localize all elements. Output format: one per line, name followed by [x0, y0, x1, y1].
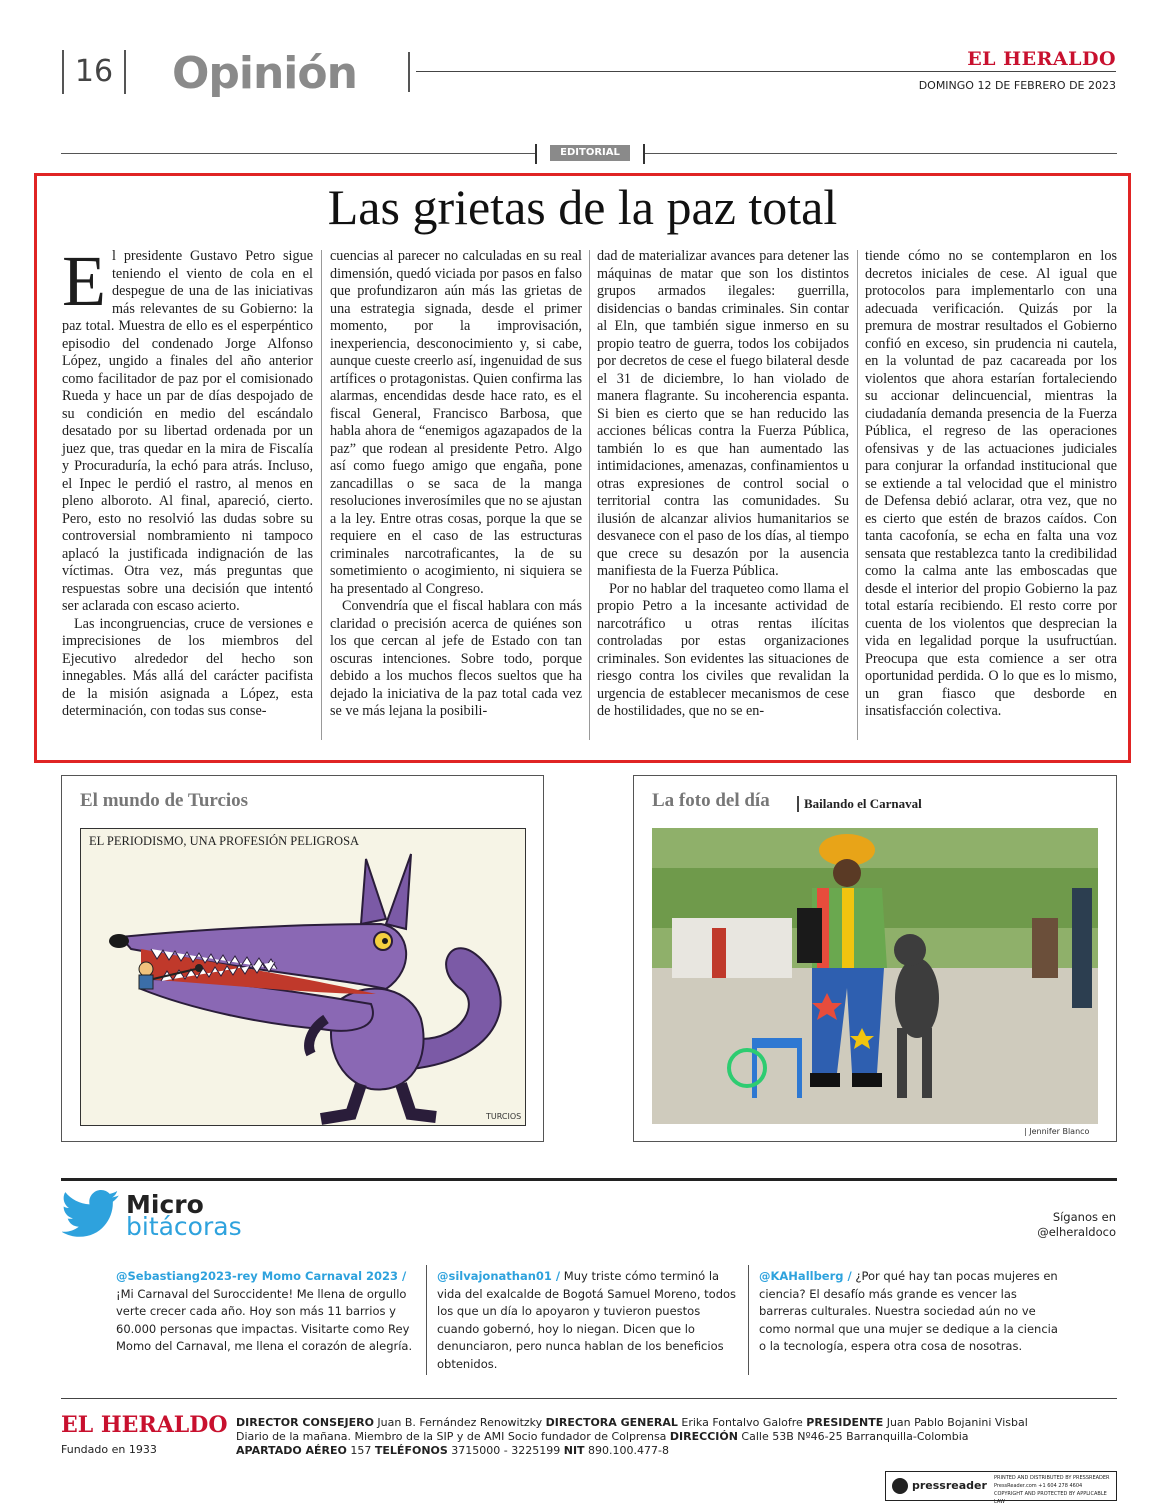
editorial-column-4 — [865, 248, 1117, 721]
editorial-paragraph: tiende cómo no se contemplaron en los decretos iniciales de cese. Al igual que protocolos para implementarlo con una adecuada verificación. Quizás por la premura de mostrar resultados el Gobierno confió en exceso, sin prudencia ni cautela, en la voluntad de paz cacareada por los violentos que ahora estarían fortaleciendo su accionar delincuencial, mientras la ciudadanía demanda presencia de la Fuerza Pública, el regreso de las operaciones ofensivas y de las actuaciones judiciales para conjurar la orfandad institucional que se extiende a tal velocidad que el ministro de Defensa debió aclarar, otra vez, que no es cierto que estén de brazos caídos. Con tanta cacofonía, se echa en falta una voz sensata que restablezca tanto la credibilidad como la calma ante las emboscadas que desde el interior del propio Gobierno la paz total estaría recibiendo. El resto corre por cuenta de los violentos que desprecian la vida en legalidad porque la usufructúan. Preocupa que esta comience a ser otra oportunidad perdida. O lo que es lo mismo, un gran fiasco que desborde en insatisfacción colectiva. — [865, 248, 1117, 719]
footer-rule — [61, 1398, 1117, 1399]
cartoon-caption: EL PERIODISMO, UNA PROFESIÓN PELIGROSA — [89, 834, 360, 848]
photo-credit: | Jennifer Blanco — [1024, 1127, 1090, 1136]
wolf-illustration — [81, 829, 526, 1126]
micro-rule — [61, 1178, 1117, 1181]
credit-key: DIRECTOR CONSEJERO — [236, 1416, 374, 1429]
tweet — [759, 1268, 1059, 1356]
footer-credits — [236, 1416, 1116, 1458]
founded-text: Fundado en 1933 — [61, 1443, 157, 1456]
tweet-divider — [426, 1265, 427, 1375]
issue-date: DOMINGO 12 DE FEBRERO DE 2023 — [918, 79, 1116, 92]
cartoon-signature: TURCIOS — [486, 1112, 522, 1121]
editorial-paragraph — [62, 241, 313, 616]
follow-text: Síganos en — [1052, 1210, 1116, 1224]
credit-value: 157 — [346, 1444, 375, 1457]
header-rule — [416, 71, 1116, 72]
header-divider — [408, 52, 410, 92]
tweet — [116, 1268, 416, 1356]
credit-value: Erika Fontalvo Galofre — [677, 1416, 807, 1429]
tweet-text: Muy triste cómo terminó la vida del exalcalde de Bogotá Samuel Moreno, todos los que un día lo apoyaron y tuvieron puestos cuando gobernó, hoy lo niegan. Dicen que lo denunciaron, pero nunca hablan de los beneficios obtenidos. — [437, 1269, 737, 1371]
micro-label: Micro — [126, 1190, 204, 1219]
follow-handle[interactable]: @elheraldoco — [1037, 1225, 1116, 1239]
pressreader-badge[interactable] — [885, 1471, 1117, 1505]
credit-value: Diario de la mañana. Miembro de la SIP y de AMI Socio fundador de Colprensa — [236, 1430, 670, 1443]
bitacoras-label: bitácoras — [126, 1212, 242, 1241]
editorial-headline: Las grietas de la paz total — [327, 179, 838, 235]
column-divider — [589, 250, 590, 740]
pr-note-line: PressReader.com +1 604 278 4604 — [994, 1483, 1083, 1489]
cartoon-title: El mundo de Turcios — [80, 790, 249, 811]
tweet-text: ¡Mi Carnaval del Suroccidente! Me llena de orgullo verte crecer cada año. Hoy son más 11 barrios y 60.000 personas que impactas. Visitarte como Rey Momo del Carnaval, me llena el corazón de alegría. — [116, 1286, 413, 1353]
credit-value: Juan B. Fernández Renowitzky — [373, 1416, 546, 1429]
pressreader-label: pressreader — [912, 1479, 987, 1492]
pr-note-line: COPYRIGHT AND PROTECTED BY APPLICABLE LAW — [994, 1491, 1107, 1505]
twitter-bird-icon — [62, 1190, 120, 1238]
credit-key: TELÉFONOS — [374, 1444, 448, 1457]
cartoon-image[interactable] — [80, 828, 526, 1126]
credit-key: APARTADO AÉREO — [236, 1444, 347, 1457]
editorial-tag — [535, 144, 645, 164]
page-number: 16 — [62, 50, 126, 94]
tweet-divider — [748, 1265, 749, 1375]
credit-value: 890.100.477-8 — [584, 1444, 669, 1457]
editorial-paragraph: Convendría que el fiscal hablara con más claridad o precisión acerca de quiénes son los que cercan al jefe de Estado con tan oscuras intenciones. Sobre todo, porque debido a los muchos flecos sueltos que ha dejado la iniciativa de la paz total cada vez se ve más lejana la posibili- — [330, 598, 582, 719]
masthead-logo[interactable]: EL HERALDO — [967, 48, 1116, 70]
credit-value: Calle 53B Nº46-25 Barranquilla-Colombia — [737, 1430, 969, 1443]
credit-key: DIRECCIÓN — [669, 1430, 738, 1443]
editorial-rule-right — [645, 153, 1117, 154]
tweet-text: ¿Por qué hay tan pocas mujeres en ciencia? El desafío más grande es vencer las barreras culturales. Nuestra sociedad aún no ve como normal que una mujer se dedique a la ciencia o la tecnología, espera otra cosa de nosotras. — [759, 1269, 1058, 1353]
credit-key: PRESIDENTE — [806, 1416, 884, 1429]
tweet — [437, 1268, 737, 1373]
photo-subtitle: Bailando el Carnaval — [797, 796, 922, 812]
section-title: Opinión — [172, 48, 357, 99]
editorial-rule-left — [61, 153, 535, 154]
pressreader-note — [994, 1474, 1116, 1506]
photo-title: La foto del día — [652, 790, 770, 811]
photo-image[interactable] — [652, 828, 1098, 1124]
drop-cap: E — [62, 241, 106, 321]
credit-key: NIT — [563, 1444, 585, 1457]
editorial-paragraph: Por no hablar del traqueteo como llama el propio Petro a la incesante actividad de narcotráfico u otras rentas ilícitas controladas por estas organizaciones criminales. Son evidentes las situaciones de riesgo contra los civiles que revalidan la urgencia de establecer mecanismos de cese de hostilidades, que no se en- — [597, 580, 849, 719]
editorial-paragraph: dad de materializar avances para detener las máquinas de matar que son los distintos grupos armados ilegales: guerrilla, disidencias o bandas criminales. Sin contar al Eln, que también sigue inmerso en su propio teatro de guerra, todos los cobijados por decretos de cese el fuego bilateral desde el 31 de diciembre, lo han violado de manera flagrante. Su incoherencia espanta. Si bien es cierto que se han reducido las acciones bélicas contra la Fuerza Pública, también lo es que han aumentado las intimidaciones, amenazas, confinamientos u otras expresiones de control social o territorial contra las comunidades. Su ilusión de alcanzar alivios humanitarios se desvanece con el paso de los días, al tiempo que crece su desazón por la ausencia manifiesta de la Fuerza Pública. — [597, 248, 849, 579]
tweet-handle[interactable]: @KAHallberg / — [759, 1269, 852, 1283]
editorial-column-1 — [62, 241, 313, 721]
footer-logo[interactable]: EL HERALDO — [61, 1412, 228, 1438]
editorial-tag-label: EDITORIAL — [550, 145, 630, 161]
carnival-photo — [652, 828, 1098, 1124]
tweet-handle[interactable]: @silvajonathan01 / — [437, 1269, 561, 1283]
editorial-column-2 — [330, 248, 582, 721]
credit-key: DIRECTORA GENERAL — [545, 1416, 678, 1429]
column-divider — [857, 250, 858, 740]
editorial-paragraph: Las incongruencias, cruce de versiones e imprecisiones de los miembros del Ejecutivo alrededor del hecho son innegables. Más allá del carácter pacifista de la misión asignada a López, esta determinación, con todas sus conse- — [62, 615, 313, 719]
editorial-column-3 — [597, 248, 849, 721]
credit-value: Juan Pablo Bojanini Visbal — [883, 1416, 1028, 1429]
paragraph-text: l presidente Gustavo Petro sigue teniendo el viento de cola en el despegue de una de las iniciativas más relevantes de su Gobierno: la paz total. Muestra de ello es el esperpéntico episodio del condenado Jorge Alfonso López, ungido a finales del año anterior como facilitador de paz por el comisionado Rueda y hace un par de días despojado de su condición en medio del escándalo desatado por su libertad ordenada por un juez que, tras quedar en la mira de Fiscalía y Procuraduría, la echó para atrás. Incluso, el Inpec le perdió el rastro, al menos en pleno alboroto. Al final, apareció, cierto. Pero, esto no resolvió las dudas sobre su controversial nombramiento ni tampoco aplacó la justificada indignación de las víctimas. Otra vez, más preguntas que respuestas sobre una decisión que intentó ser aclarada con escaso acierto. — [62, 248, 313, 614]
pressreader-icon — [892, 1478, 908, 1494]
pr-note-line: PRINTED AND DISTRIBUTED BY PRESSREADER — [994, 1475, 1110, 1481]
credit-value: 3715000 - 3225199 — [447, 1444, 564, 1457]
follow-us — [1037, 1210, 1116, 1240]
editorial-paragraph: cuencias al parecer no calculadas en su real dimensión, quedó viciada por pasos en falso que profundizaron aún más las grietas de una estrategia signada, desde el primer momento, por la improvisación, inexperiencia, desconocimiento y, si cabe, aunque cueste creerlo así, ingenuidad de sus artífices o protagonistas. Quien confirma las alarmas, encendidas desde hace rato, es el fiscal General, Francisco Barbosa, que habla ahora de “enemigos agazapados de la paz” que rodean al presidente Petro. Algo así como fuego amigo que engaña, pone zancadillas o se saca de la manga resoluciones inverosímiles que no se ajustan a la ley. Entre otras cosas, porque la que se requiere en el caso de las estructuras criminales narcotraficantes, la de su sometimiento o acogimiento, ni siquiera se ha presentado al Congreso. — [330, 248, 582, 597]
column-divider — [321, 250, 322, 740]
tweet-handle[interactable]: @Sebastiang2023-rey Momo Carnaval 2023 / — [116, 1269, 407, 1283]
